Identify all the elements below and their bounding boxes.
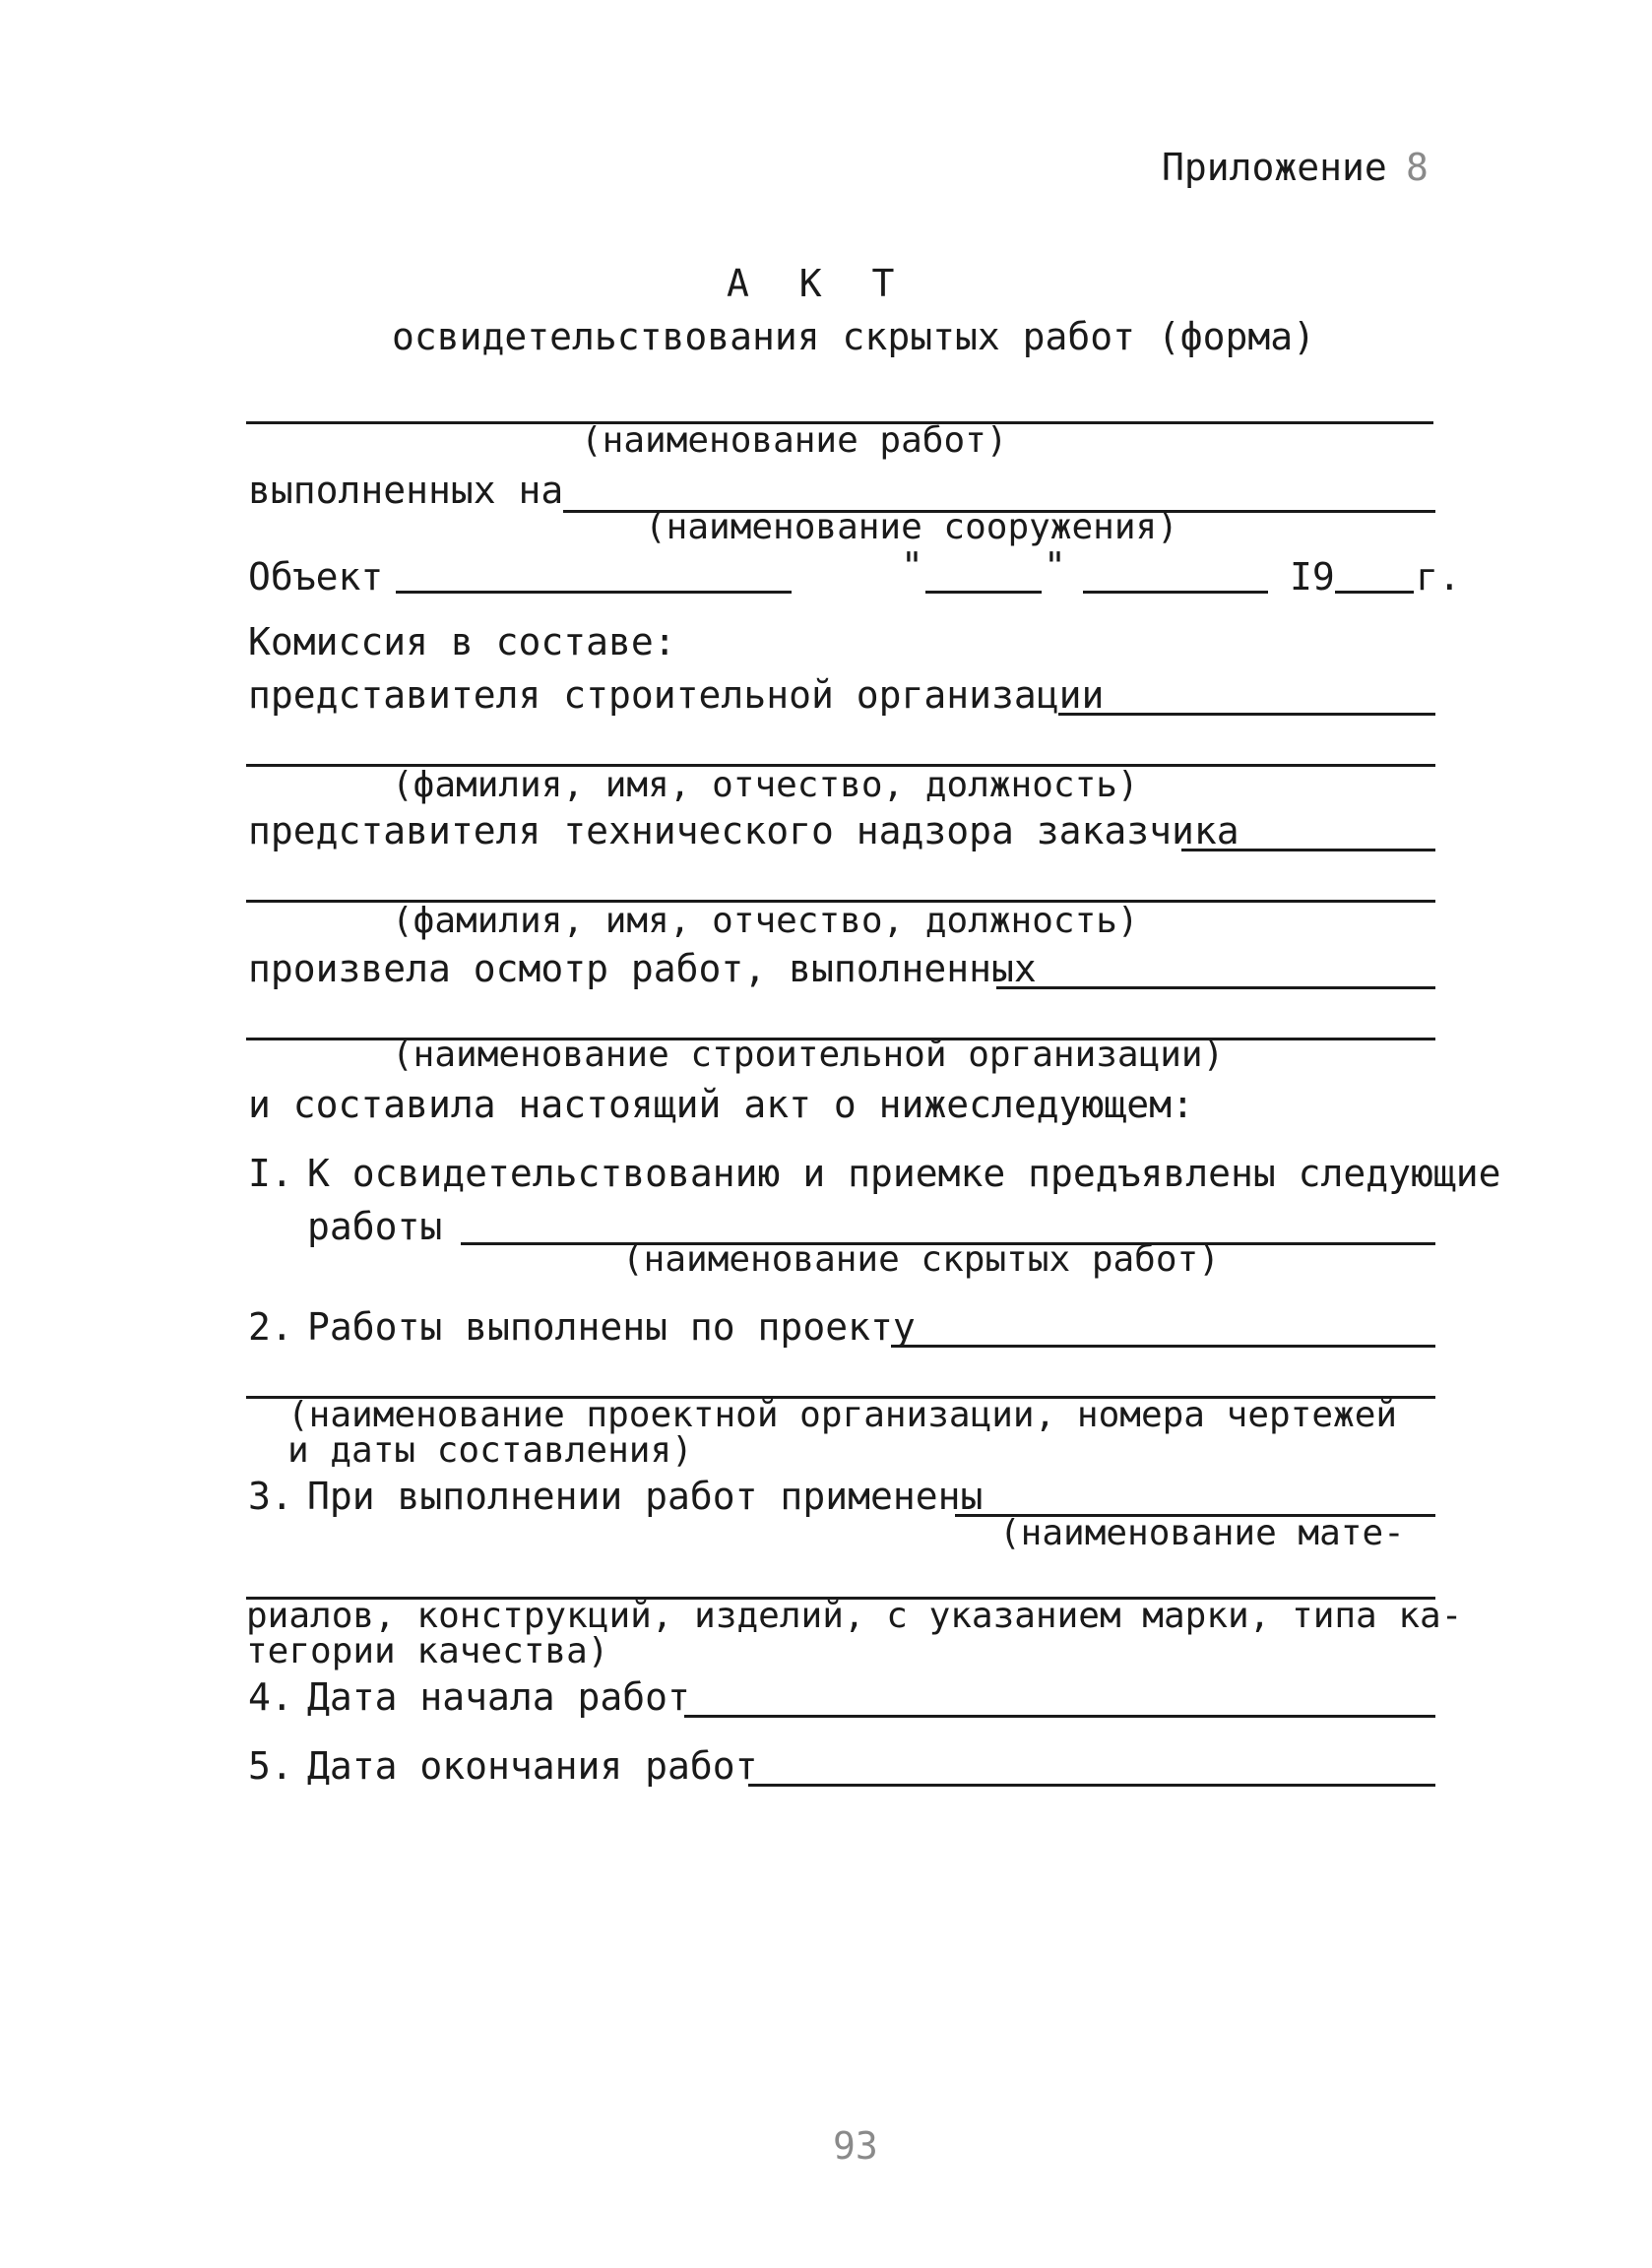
day-line[interactable] [925, 591, 1042, 594]
item-1-number: I. [248, 1152, 293, 1195]
item-1-continuation: работы [307, 1205, 443, 1248]
object-label: Объект [248, 555, 384, 598]
appendix-number: 8 [1406, 146, 1429, 189]
inspected-label: произвела осмотр работ, выполненных [248, 947, 1037, 990]
design-caption-line1: (наименование проектной организации, номера чертежей [287, 1395, 1398, 1435]
materials-caption-line3: тегории качества) [246, 1631, 609, 1671]
end-date-line[interactable] [748, 1784, 1435, 1787]
materials-caption-line2: риалов, конструкций, изделий, с указанием марки, типа ка- [246, 1596, 1463, 1636]
builder-org-caption: (наименование строительной организации) [392, 1035, 1225, 1075]
year-suffix: г. [1416, 555, 1461, 598]
item-2-text: Работы выполнены по проекту [307, 1305, 916, 1349]
inspected-line[interactable] [996, 986, 1435, 989]
page-number: 93 [833, 2124, 878, 2168]
commission-label: Комиссия в составе: [248, 620, 676, 663]
work-name-caption: (наименование работ) [581, 420, 1008, 461]
year-line[interactable] [1335, 591, 1414, 594]
item-3-text: При выполнении работ применены [307, 1475, 984, 1518]
item-4-text: Дата начала работ [307, 1675, 690, 1719]
item-2-number: 2. [248, 1305, 293, 1349]
item-3-number: 3. [248, 1475, 293, 1518]
start-date-line[interactable] [684, 1715, 1435, 1718]
appendix-label: Приложение [1162, 146, 1387, 189]
structure-name-caption: (наименование сооружения) [645, 507, 1178, 547]
builder-rep-line[interactable] [1058, 713, 1435, 716]
hidden-works-caption: (наименование скрытых работ) [622, 1239, 1220, 1280]
document-subtitle: освидетельствования скрытых работ (форма) [392, 315, 1315, 358]
item-4-number: 4. [248, 1675, 293, 1719]
performed-on-label: выполненных на [248, 469, 564, 512]
builder-rep-label: представителя строительной организации [248, 673, 1105, 717]
item-1-text: К освидетельствованию и приемке предъявлены следующие [307, 1152, 1501, 1195]
date-quote-open: " [901, 544, 923, 588]
materials-caption-line1: (наименование мате- [999, 1513, 1405, 1553]
supervisor-rep-label: представителя технического надзора заказчика [248, 809, 1239, 852]
builder-person-caption: (фамилия, имя, отчество, должность) [392, 765, 1139, 805]
item-5-text: Дата окончания работ [307, 1744, 758, 1788]
design-caption-line2: и даты составления) [287, 1430, 693, 1471]
date-quote-close: " [1044, 544, 1066, 588]
item-5-number: 5. [248, 1744, 293, 1788]
month-line[interactable] [1083, 591, 1268, 594]
supervisor-person-caption: (фамилия, имя, отчество, должность) [392, 901, 1139, 941]
document-title: А К Т [727, 262, 909, 305]
project-line[interactable] [891, 1345, 1435, 1348]
object-line[interactable] [396, 591, 792, 594]
supervisor-rep-line[interactable] [1181, 849, 1435, 851]
compiled-label: и составила настоящий акт о нижеследующем: [248, 1083, 1194, 1126]
year-prefix: I9 [1290, 555, 1335, 598]
